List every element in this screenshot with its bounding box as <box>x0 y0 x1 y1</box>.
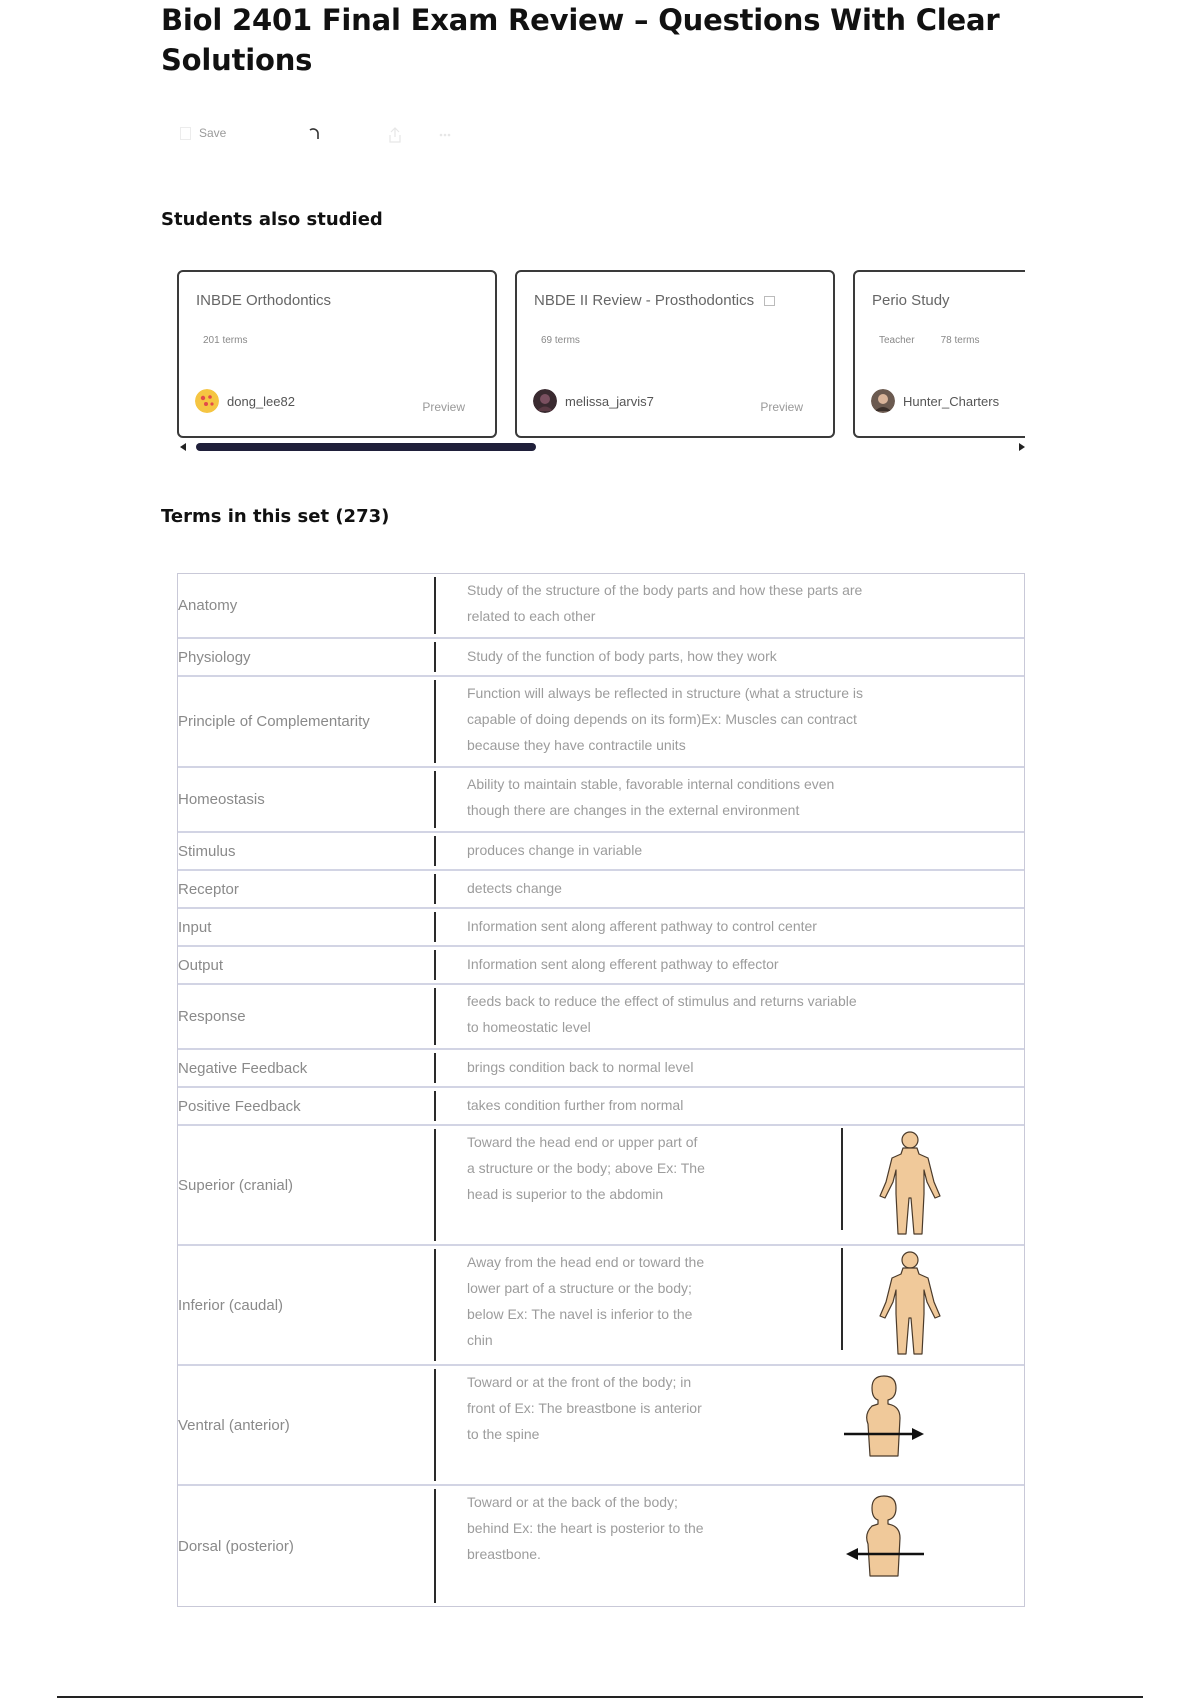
term-word: Negative Feedback <box>178 1059 308 1077</box>
definition-line: front of Ex: The breastbone is anterior <box>467 1400 702 1416</box>
definition-line: head is superior to the abdomin <box>467 1186 664 1202</box>
card-username: melissa_jarvis7 <box>565 393 654 409</box>
term-divider <box>434 771 436 828</box>
definition-line: related to each other <box>467 608 596 624</box>
scroll-right-arrow-icon[interactable] <box>1019 443 1025 451</box>
card-user[interactable] <box>195 389 295 413</box>
students-also-studied-heading: Students also studied <box>161 209 383 230</box>
term-definition <box>467 1054 693 1080</box>
term-row <box>178 639 1024 677</box>
definition-line: lower part of a structure or the body; <box>467 1280 692 1296</box>
term-divider <box>434 1129 436 1241</box>
definition-line: chin <box>467 1332 493 1348</box>
definition-line: Information sent along efferent pathway to effector <box>467 956 779 972</box>
term-row <box>178 871 1024 909</box>
term-divider <box>434 950 436 980</box>
carousel-scrollbar[interactable] <box>180 443 1025 451</box>
term-word: Stimulus <box>178 842 236 860</box>
card-username: dong_lee82 <box>227 393 295 409</box>
term-definition <box>467 1369 702 1447</box>
loading-spinner-icon <box>308 127 320 141</box>
term-divider <box>434 1249 436 1361</box>
term-word: Inferior (caudal) <box>178 1296 284 1314</box>
study-set-card[interactable] <box>177 270 497 438</box>
term-row <box>178 574 1024 639</box>
term-row <box>178 1050 1024 1088</box>
term-word: Receptor <box>178 880 239 898</box>
definition-line: behind Ex: the heart is posterior to the <box>467 1520 704 1536</box>
term-definition <box>467 988 857 1040</box>
action-bar <box>180 126 480 152</box>
body-profile-arrow-icon <box>842 1374 928 1465</box>
bookmark-icon <box>180 127 191 140</box>
term-row <box>178 1088 1024 1126</box>
definition-line: Study of the structure of the body parts and how these parts are <box>467 582 863 598</box>
card-meta <box>541 335 580 346</box>
page-title: Biol 2401 Final Exam Review – Questions With Clear Solutions <box>161 3 1000 77</box>
term-definition <box>467 913 817 939</box>
card-user[interactable] <box>871 389 999 413</box>
term-definition <box>467 680 863 758</box>
study-set-card[interactable] <box>515 270 835 438</box>
term-word: Physiology <box>178 648 251 666</box>
term-word: Positive Feedback <box>178 1097 301 1115</box>
term-definition <box>467 1092 683 1118</box>
definition-line: breastbone. <box>467 1546 541 1562</box>
term-row <box>178 833 1024 871</box>
card-user[interactable] <box>533 389 654 413</box>
term-definition <box>467 771 834 823</box>
term-row <box>178 768 1024 833</box>
definition-line: feeds back to reduce the effect of stimulus and returns variable <box>467 993 857 1009</box>
term-word: Principle of Complementarity <box>178 713 370 730</box>
card-preview-link[interactable]: Preview <box>422 400 465 414</box>
term-row <box>178 909 1024 947</box>
definition-line: Away from the head end or toward the <box>467 1254 705 1270</box>
term-divider <box>434 1369 436 1481</box>
body-diagram-icon <box>870 1130 950 1241</box>
term-row <box>178 677 1024 768</box>
card-meta <box>879 335 979 346</box>
term-word: Superior (cranial) <box>178 1176 294 1194</box>
definition-line: Toward or at the front of the body; in <box>467 1374 692 1390</box>
term-definition <box>467 643 777 669</box>
term-word: Anatomy <box>178 597 238 614</box>
definition-line: takes condition further from normal <box>467 1097 684 1113</box>
avatar <box>533 389 557 413</box>
term-divider <box>434 836 436 866</box>
term-divider <box>434 1489 436 1603</box>
term-definition <box>467 1129 705 1207</box>
term-divider <box>434 577 436 634</box>
card-term-count: 69 terms <box>541 335 580 346</box>
avatar <box>195 389 219 413</box>
definition-line: capable of doing depends on its form)Ex: Muscles can contract <box>467 711 857 727</box>
definition-line: Function will always be reflected in structure (what a structure is <box>467 685 864 701</box>
card-username: Hunter_Charters <box>903 393 1000 409</box>
term-word: Homeostasis <box>178 791 265 808</box>
study-set-card[interactable] <box>853 270 1025 438</box>
term-definition <box>467 951 779 977</box>
definition-line: Information sent along afferent pathway to control center <box>467 918 817 934</box>
definition-line: to homeostatic level <box>467 1019 591 1035</box>
body-diagram-icon <box>870 1250 950 1361</box>
term-row <box>178 947 1024 985</box>
definition-line: because they have contractile units <box>467 737 686 753</box>
definition-line: Study of the function of body parts, how they work <box>467 648 777 664</box>
definition-line: to the spine <box>467 1426 540 1442</box>
card-title-text: NBDE II Review - Prosthodontics <box>534 292 755 309</box>
term-divider <box>434 1091 436 1121</box>
card-meta <box>203 335 247 346</box>
save-label: Save <box>199 126 227 140</box>
definition-line: brings condition back to normal level <box>467 1059 694 1075</box>
definition-line: Toward the head end or upper part of <box>467 1134 698 1150</box>
image-divider <box>841 1248 843 1350</box>
term-row <box>178 1486 1024 1606</box>
term-row <box>178 1126 1024 1246</box>
image-divider <box>841 1128 843 1230</box>
term-divider <box>434 642 436 672</box>
definition-line: detects change <box>467 880 562 896</box>
term-divider <box>434 680 436 763</box>
card-preview-link[interactable]: Preview <box>760 400 803 414</box>
share-icon[interactable] <box>388 127 402 143</box>
teacher-badge-icon <box>764 296 775 306</box>
term-definition <box>467 837 642 863</box>
term-row <box>178 1366 1024 1486</box>
also-studied-carousel <box>177 270 1025 442</box>
card-term-count: 78 terms <box>940 335 980 346</box>
term-definition <box>467 577 862 629</box>
terms-heading: Terms in this set (273) <box>161 506 390 527</box>
term-divider <box>434 1053 436 1083</box>
term-definition <box>467 1249 704 1353</box>
term-word: Dorsal (posterior) <box>178 1537 294 1555</box>
term-divider <box>434 988 436 1045</box>
term-word: Input <box>178 918 212 936</box>
term-definition <box>467 875 562 901</box>
term-word: Output <box>178 956 224 974</box>
definition-line: below Ex: The navel is inferior to the <box>467 1306 693 1322</box>
term-divider <box>434 874 436 904</box>
footer-divider <box>57 1696 1143 1698</box>
definition-line: Toward or at the back of the body; <box>467 1494 678 1510</box>
card-teacher-label: Teacher <box>879 335 915 346</box>
card-term-count: 201 terms <box>203 335 248 346</box>
term-divider <box>434 912 436 942</box>
save-button[interactable] <box>180 126 226 140</box>
card-title <box>534 292 775 309</box>
definition-line: though there are changes in the external environment <box>467 802 800 818</box>
term-row <box>178 985 1024 1050</box>
term-definition <box>467 1489 704 1567</box>
term-word: Response <box>178 1008 246 1025</box>
scroll-left-arrow-icon[interactable] <box>180 443 186 451</box>
definition-line: produces change in variable <box>467 842 643 858</box>
card-title: INBDE Orthodontics <box>196 292 332 309</box>
scrollbar-thumb[interactable] <box>196 443 536 451</box>
term-word: Ventral (anterior) <box>178 1416 290 1434</box>
body-profile-arrow-icon <box>842 1494 928 1585</box>
card-title: Perio Study <box>872 292 950 309</box>
term-row <box>178 1246 1024 1366</box>
avatar <box>871 389 895 413</box>
terms-table <box>177 573 1025 1607</box>
more-options-icon[interactable] <box>438 127 452 143</box>
definition-line: Ability to maintain stable, favorable internal conditions even <box>467 776 835 792</box>
definition-line: a structure or the body; above Ex: The <box>467 1160 705 1176</box>
